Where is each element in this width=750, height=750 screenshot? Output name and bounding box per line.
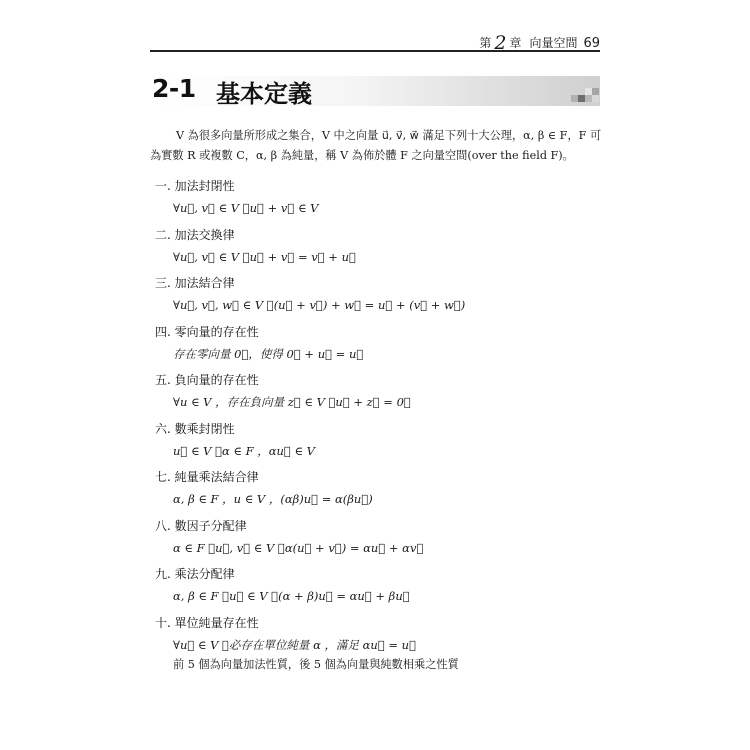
- axiom-item: [155, 273, 595, 322]
- axiom-heading: 八. 數因子分配律: [155, 518, 247, 533]
- summary-note: 前 5 個為向量加法性質，後 5 個為向量與純數相乘之性質: [173, 658, 459, 671]
- axiom-item: [155, 419, 595, 468]
- axiom-formula: ∀u⃗, v⃗ ∈ V ，u⃗ + v⃗ = v⃗ + u⃗: [173, 249, 356, 264]
- axiom-item: [155, 613, 595, 662]
- axiom-heading: 四. 零向量的存在性: [155, 324, 259, 339]
- intro-line: 為實數 R 或複數 C，α, β 為純量，稱 V 為佈於體 F 之向量空間(over the field F)。: [150, 149, 574, 162]
- axiom-formula: ∀u⃗, v⃗, w⃗ ∈ V ，(u⃗ + v⃗) + w⃗ = u⃗ + (v⃗ + w⃗): [173, 298, 466, 312]
- axiom-item: [155, 516, 595, 565]
- section-title: 基本定義: [216, 79, 312, 108]
- axiom-formula: α ∈ F ，u⃗, v⃗ ∈ V ，α(u⃗ + v⃗) = αu⃗ + αv⃗: [173, 540, 424, 555]
- axiom-formula: ∀u ∈ V ，存在負向量 z⃗ ∈ V ，u⃗ + z⃗ = 0⃗: [173, 395, 411, 409]
- axiom-heading: 六. 數乘封閉性: [155, 421, 235, 436]
- section-banner: [150, 76, 600, 106]
- intro-paragraph: [150, 126, 602, 166]
- axiom-item: [155, 176, 595, 225]
- chapter-title: 向量空間: [529, 36, 578, 50]
- chapter-label: [479, 30, 600, 52]
- axiom-formula: α, β ∈ F ，u⃗ ∈ V ，(α + β)u⃗ = αu⃗ + βu⃗: [173, 589, 410, 603]
- axiom-heading: 七. 純量乘法結合律: [155, 470, 259, 484]
- chapter-prefix: 第: [479, 36, 492, 50]
- decor-square: [578, 95, 585, 102]
- axiom-formula: 存在零向量 0⃗，使得 0⃗ + u⃗ = u⃗: [173, 346, 364, 361]
- decor-square: [585, 95, 592, 102]
- chapter-number: 2: [494, 32, 507, 54]
- axiom-formula: u⃗ ∈ V ，α ∈ F ，αu⃗ ∈ V: [173, 443, 315, 458]
- axiom-heading: 三. 加法結合律: [155, 276, 235, 290]
- axiom-item: [155, 467, 595, 516]
- running-header: [150, 28, 600, 52]
- axiom-item: [155, 225, 595, 274]
- axiom-formula: ∀u⃗, v⃗ ∈ V ，u⃗ + v⃗ ∈ V: [173, 201, 319, 215]
- axiom-item: [155, 322, 595, 371]
- axiom-formula: α, β ∈ F ，u ∈ V ，(αβ)u⃗ = α(βu⃗): [173, 492, 373, 506]
- axiom-item: [155, 370, 595, 419]
- chapter-suffix: 章: [509, 36, 522, 50]
- axiom-heading: 二. 加法交換律: [155, 227, 235, 242]
- axiom-heading: 十. 單位純量存在性: [155, 615, 259, 630]
- axiom-formula: ∀u⃗ ∈ V ，必存在單位純量 α ，滿足 αu⃗ = u⃗: [173, 637, 416, 652]
- axiom-heading: 九. 乘法分配律: [155, 567, 235, 581]
- page-number: 69: [583, 36, 600, 51]
- intro-line: V 為很多向量所形成之集合，V 中之向量 u⃗, v⃗, w⃗ 滿足下列十大公理，α, β ∈ F，F 可: [176, 129, 602, 142]
- axiom-list: [155, 176, 595, 675]
- decor-square: [592, 95, 599, 102]
- axiom-item: [155, 564, 595, 613]
- decor-square: [585, 88, 592, 95]
- section-number: 2-1: [152, 74, 196, 103]
- axiom-heading: 一. 加法封閉性: [155, 179, 235, 193]
- axiom-heading: 五. 負向量的存在性: [155, 373, 259, 387]
- decor-square: [571, 95, 578, 102]
- decor-square: [592, 88, 599, 95]
